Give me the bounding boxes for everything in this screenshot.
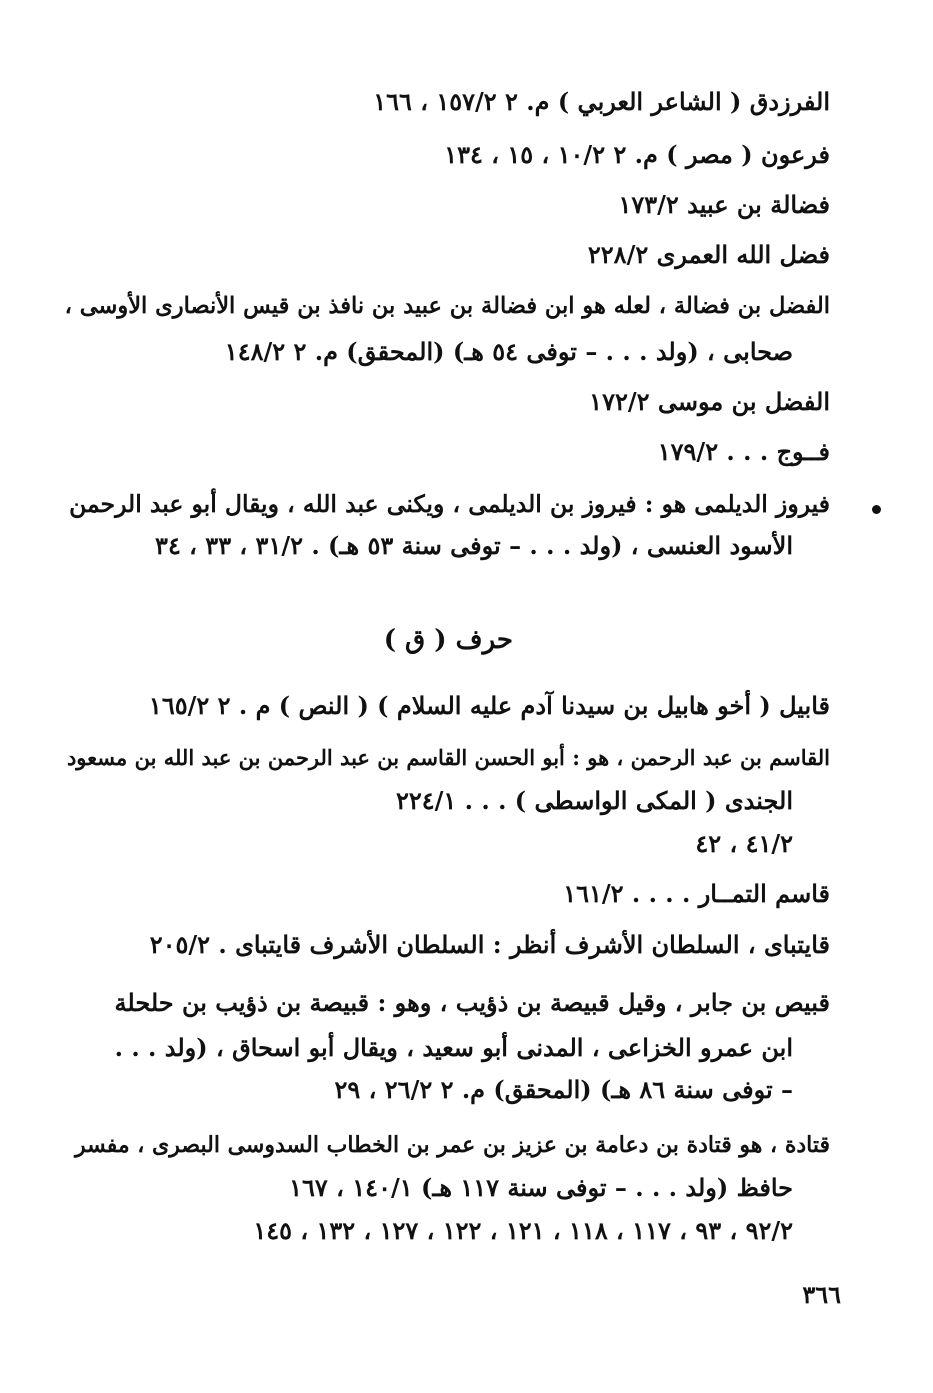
index-entry: قتادة ، هو قتادة بن دعامة بن عزيز بن عمر بن الخطاب السدوسى البصرى ، مفسر — [74, 1132, 830, 1158]
index-entry: فضالة بن عبيد ١٧٣/٢ — [618, 190, 830, 219]
index-entry-continuation: ٩٢/٢ ، ٩٣ ، ١١٧ ، ١١٨ ، ١٢١ ، ١٢٢ ، ١٢٧ ، ١٣٢ ، ١٤٥ — [253, 1216, 793, 1245]
index-entry: قابيل ( أخو هابيل بن سيدنا آدم عليه السلام ) ( النص ) م . ٢ ١٦٥/٢ — [148, 691, 830, 720]
index-entry-continuation: ٤١/٢ ، ٤٢ — [695, 829, 793, 858]
index-entry-continuation: الأسود العنسى ، (ولد . . . – توفى سنة ٥٣ هـ) . ٣١/٢ ، ٣٣ ، ٣٤ — [155, 531, 793, 560]
section-heading: حرف ( ق ) — [383, 625, 513, 655]
index-entry: الفضل بن موسى ١٧٢/٢ — [589, 387, 830, 416]
index-entry-continuation: صحابى ، (ولد . . . – توفى ٥٤ هـ) (المحقق) م. ٢ ١٤٨/٢ — [224, 337, 793, 366]
index-entry-continuation: ابن عمرو الخزاعى ، المدنى أبو سعيد ، ويقال أبو اسحاق ، (ولد . . . — [114, 1033, 793, 1062]
index-entry-continuation: – توفى سنة ٨٦ هـ) (المحقق) م. ٢ ٢٦/٢ ، ٢٩ — [334, 1075, 793, 1104]
index-entry: فيروز الديلمى هو : فيروز بن الديلمى ، ويكنى عبد الله ، ويقال أبو عبد الرحمن — [69, 490, 830, 518]
index-entry: فضل الله العمرى ٢٢٨/٢ — [587, 240, 830, 269]
index-entry: الفضل بن فضالة ، لعله هو ابن فضالة بن عبيد بن نافذ بن قيس الأنصارى الأوسى ، — [64, 293, 830, 319]
index-entry-continuation: الجندى ( المكى الواسطى ) . . . ٢٢٤/١ — [395, 786, 793, 815]
index-entry: فــوج . . . ١٧٩/٢ — [657, 437, 830, 466]
index-entry: القاسم بن عبد الرحمن ، هو : أبو الحسن القاسم بن عبد الرحمن بن عبد الله بن مسعود — [66, 745, 830, 770]
index-entry: قاسم التمــار . . . . ١٦١/٢ — [563, 879, 830, 908]
page-number: ٣٦٦ — [802, 1280, 841, 1309]
index-entry: قبيص بن جابر ، وقيل قبيصة بن ذؤيب ، وهو : قبيصة بن ذؤيب بن حلحلة — [114, 988, 830, 1017]
index-entry: فرعون ( مصر ) م. ٢ ١٠/٢ ، ١٥ ، ١٣٤ — [444, 140, 830, 169]
index-entry-continuation: حافظ (ولد . . . – توفى سنة ١١٧ هـ) ١٤٠/١ ، ١٦٧ — [289, 1173, 793, 1202]
index-entry: الفرزدق ( الشاعر العربي ) م. ٢ ١٥٧/٢ ، ١٦٦ — [373, 87, 830, 116]
index-entry: قايتباى ، السلطان الأشرف أنظر : السلطان الأشرف قايتباى . ٢٠٥/٢ — [149, 930, 830, 959]
bullet-dot — [872, 505, 881, 514]
